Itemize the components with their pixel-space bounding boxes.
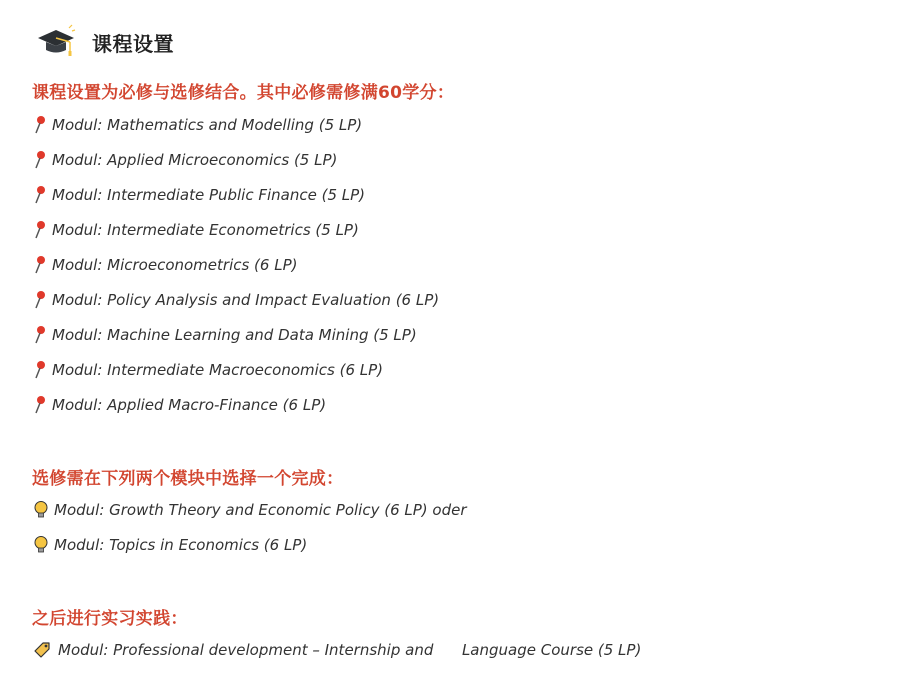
pushpin-icon [32,290,48,310]
list-item [32,359,383,381]
module-label: Modul: Growth Theory and Economic Policy (6 LP) oder [54,501,467,519]
module-label: Modul: Intermediate Public Finance (5 LP) [52,186,366,204]
list-item [32,254,297,276]
module-label: Modul: Topics in Economics (6 LP) [54,536,308,554]
module-label: Modul: Microeconometrics (6 LP) [52,256,298,274]
pushpin-icon [32,150,48,170]
pushpin-icon [32,395,48,415]
section-title-internship: 之后进行实习实践： [32,609,188,629]
pushpin-icon [32,325,48,345]
graduation-cap-icon [36,22,76,62]
list-item [32,499,467,521]
module-label: Modul: Professional development – Internship and Language Course (5 LP) [58,641,642,659]
pushpin-icon [32,255,48,275]
list-item [32,289,439,311]
label-tag-icon [32,640,52,660]
light-bulb-icon [32,535,50,555]
section-title-elective: 选修需在下列两个模块中选择一个完成： [32,469,344,489]
list-item [32,149,337,171]
pushpin-icon [32,115,48,135]
light-bulb-icon [32,500,50,520]
section-title-required: 课程设置为必修与选修结合。其中必修需修满60学分： [32,83,455,103]
list-item [32,394,326,416]
module-label: Modul: Machine Learning and Data Mining (5 LP) [52,326,417,344]
pushpin-icon [32,220,48,240]
module-label: Modul: Intermediate Macroeconomics (6 LP) [52,361,384,379]
list-item [32,114,362,136]
pushpin-icon [32,185,48,205]
list-item [32,184,365,206]
page-header [36,22,174,62]
list-item [32,639,641,661]
pushpin-icon [32,360,48,380]
module-label: Modul: Policy Analysis and Impact Evaluation (6 LP) [52,291,440,309]
module-label: Modul: Applied Macro-Finance (6 LP) [52,396,327,414]
module-label: Modul: Mathematics and Modelling (5 LP) [52,116,363,134]
page-title: 课程设置 [92,31,174,56]
list-item [32,219,359,241]
list-item [32,534,307,556]
module-label: Modul: Applied Microeconomics (5 LP) [52,151,338,169]
list-item [32,324,417,346]
module-label: Modul: Intermediate Econometrics (5 LP) [52,221,359,239]
